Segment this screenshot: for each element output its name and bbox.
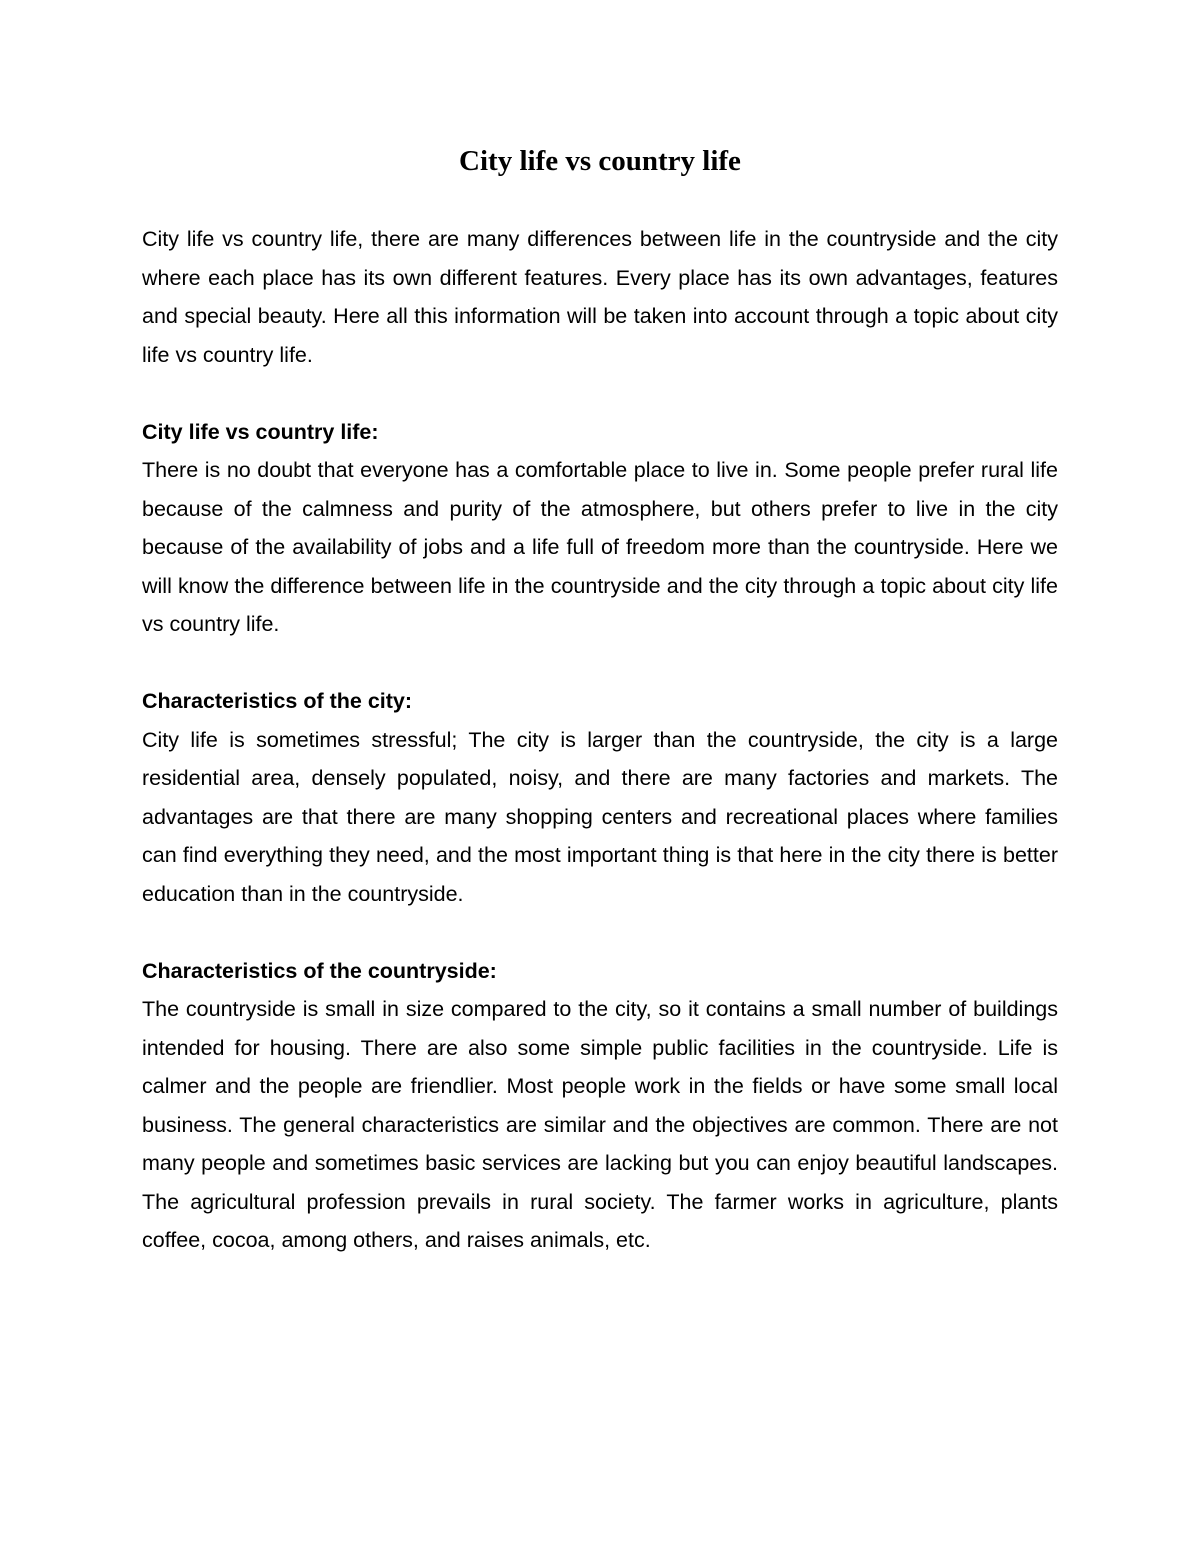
section-paragraph: City life is sometimes stressful; The city is larger than the countryside, the city is a large residential area, densely populated, noisy, and there are many factories and markets. The advantages are that there are many shopping centers and recreational places where families can find everything they need, and the most important thing is that here in the city there is better education than in the countryside. — [142, 727, 1058, 906]
section-countryside-characteristics — [142, 952, 1058, 1260]
section-paragraph: The countryside is small in size compared to the city, so it contains a small number of buildings intended for housing. There are also some simple public facilities in the countryside. Life is calmer and the people are friendlier. Most people work in the fields or have some small local business. The general characteristics are similar and the objectives are common. There are not many people and sometimes basic services are lacking but you can enjoy beautiful landscapes. The agricultural profession prevails in rural society. The farmer works in agriculture, plants coffee, cocoa, among others, and raises animals, etc. — [142, 997, 1058, 1252]
section-heading: City life vs country life: — [142, 419, 379, 444]
document-title: City life vs country life — [459, 145, 741, 177]
document-body — [142, 220, 1058, 1298]
intro-paragraph: City life vs country life, there are many differences between life in the countryside and the city where each place has its own different features. Every place has its own advantages, features and special beauty. Here all this information will be taken into account through a topic about city life vs country life. — [142, 227, 1058, 367]
section-city-vs-country — [142, 413, 1058, 644]
section-heading: Characteristics of the countryside: — [142, 958, 497, 983]
section-paragraph: There is no doubt that everyone has a comfortable place to live in. Some people prefer rural life because of the calmness and purity of the atmosphere, but others prefer to live in the city because of the availability of jobs and a life full of freedom more than the countryside. Here we will know the difference between life in the countryside and the city through a topic about city life vs country life. — [142, 458, 1058, 636]
section-city-characteristics — [142, 682, 1058, 913]
section-heading: Characteristics of the city: — [142, 689, 413, 713]
